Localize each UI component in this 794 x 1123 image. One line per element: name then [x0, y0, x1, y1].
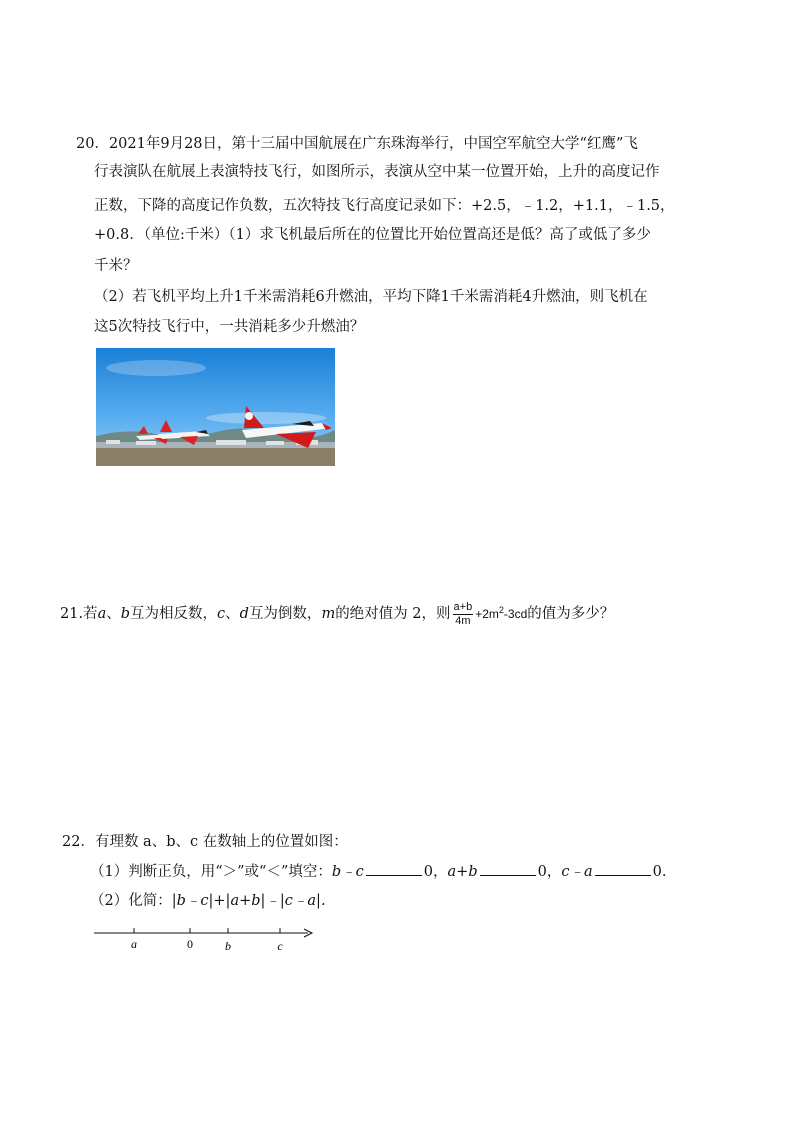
- number-line: [92, 924, 322, 960]
- var-b: b: [120, 606, 131, 622]
- var-c: c: [217, 606, 226, 622]
- expression: [475, 607, 527, 621]
- q20-line-3: 正数，下降的高度记作负数，五次特技飞行高度记录如下：+2.5，﹣1.2，+1.1，﹣1.5，: [94, 198, 675, 214]
- q20-line-7: 这5次特技飞行中，一共消耗多少升燃油？: [94, 319, 365, 335]
- q21-mid3: 的绝对值为 2，则: [335, 606, 451, 622]
- q21-line: [60, 600, 614, 628]
- expr-exponent: 2: [498, 605, 504, 615]
- fraction-numerator: a+b: [453, 600, 473, 613]
- numline-label-b: b: [225, 939, 231, 953]
- q21-sep1: 、: [106, 606, 121, 622]
- q22-part2: [90, 891, 326, 911]
- fraction-denominator: 4m: [455, 614, 471, 627]
- q22-expr-1: b﹣c: [331, 864, 364, 880]
- expr-part2: -3cd: [503, 607, 528, 621]
- answer-blank-2[interactable]: [480, 861, 536, 876]
- numline-label-0: 0: [187, 937, 193, 951]
- q22-p2-prefix: （2）化简：: [90, 893, 172, 909]
- q21-mid1: 互为相反数，: [130, 606, 218, 622]
- q20-line-2: 行表演队在航展上表演特技飞行，如图所示，表演从空中某一位置开始，上升的高度记作: [94, 164, 660, 180]
- answer-blank-3[interactable]: [595, 861, 651, 876]
- fraction: [453, 601, 474, 628]
- q22-expr-2: a+b: [447, 864, 478, 880]
- q22-expr-3: c﹣a: [561, 864, 593, 880]
- q22-part1: [90, 861, 666, 882]
- var-d: d: [239, 606, 249, 622]
- numline-label-c: c: [277, 939, 283, 953]
- q20-line-1: 20．2021年9月28日，第十三届中国航展在广东珠海举行，中国空军航空大学“红鹰”飞: [76, 136, 638, 152]
- numline-label-a: a: [131, 937, 137, 951]
- q22-p1-prefix: （1）判断正负，用“＞”或“＜”填空：: [90, 864, 332, 880]
- q21-mid2: 互为倒数，: [248, 606, 322, 622]
- q22-p2-expression: |b﹣c|+|a+b|﹣|c﹣a|.: [171, 893, 326, 909]
- q21-prefix: 21.若: [60, 606, 98, 622]
- var-m: m: [321, 606, 336, 622]
- q20-line-5: 千米？: [94, 258, 138, 274]
- answer-blank-1[interactable]: [366, 861, 422, 876]
- q22-zero-3: 0.: [652, 864, 667, 880]
- var-a: a: [97, 606, 107, 622]
- q22-zero-2: 0，: [537, 864, 562, 880]
- q20-line-4: +0.8．（单位:千米）（1）求飞机最后所在的位置比开始位置高还是低？高了或低了多少: [94, 227, 651, 243]
- q21-sep2: 、: [225, 606, 240, 622]
- q22-zero-1: 0，: [423, 864, 448, 880]
- q20-line-6: （2）若飞机平均上升1千米需消耗6升燃油，平均下降1千米需消耗4升燃油，则飞机在: [94, 289, 648, 305]
- expr-part1: +2m: [475, 607, 499, 621]
- q22-title: 22．有理数 a、b、c 在数轴上的位置如图：: [62, 834, 348, 850]
- airshow-photo: [96, 348, 335, 466]
- q21-suffix: 的值为多少？: [527, 606, 615, 622]
